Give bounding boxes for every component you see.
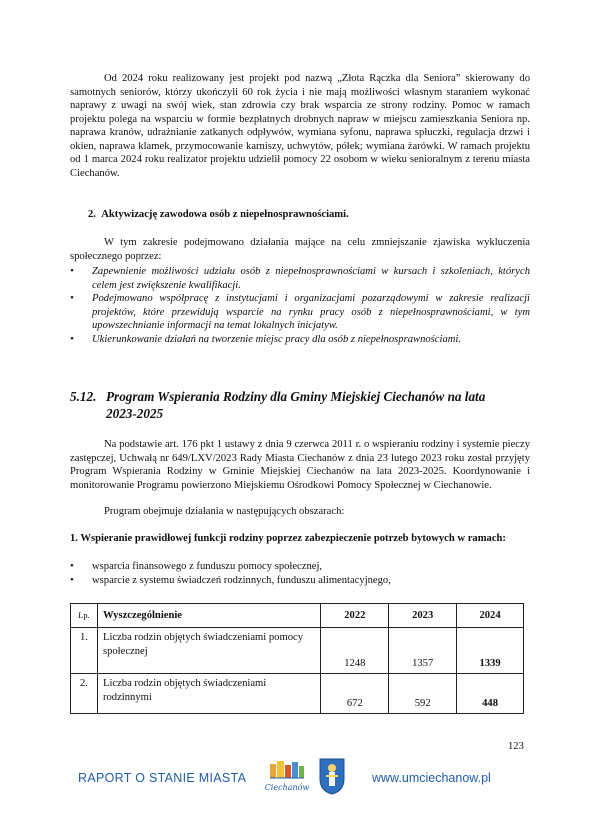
footer-report-title: RAPORT O STANIE MIASTA	[78, 771, 247, 785]
section-title-line1: Program Wspierania Rodziny dla Gminy Miejskiej Ciechanów na lata	[106, 389, 486, 404]
row-lp: 1.	[71, 628, 98, 674]
table-row	[71, 674, 524, 714]
footer-website: www.umciechanow.pl	[372, 771, 491, 785]
logo-text: Ciechanów	[264, 783, 310, 792]
header-lp: Lp.	[71, 604, 98, 628]
page-number: 123	[508, 741, 524, 752]
coat-of-arms-icon	[318, 757, 346, 795]
header-2022: 2022	[321, 604, 389, 628]
list-item: • Podejmowano współpracę z instytucjami i organizacjami pozarządowymi w zakresie realizacji projektów, które przewidują wsparcie na rynku pracy osób z niepełnosprawnościami, w tym upowszechnianie informacji na temat lokalnych inicjatyw.	[70, 292, 530, 333]
row-2023: 592	[389, 674, 457, 714]
row-2024: 1339	[457, 628, 524, 674]
point2-number: 2.	[88, 209, 96, 220]
area1-list	[70, 560, 530, 587]
point2-list	[70, 265, 530, 346]
row-lp: 2.	[71, 674, 98, 714]
section-paragraph: Na podstawie art. 176 pkt 1 ustawy z dnia 9 czerwca 2011 r. o wspieraniu rodziny i systemie pieczy zastępczej, Uchwałą nr 649/LXV/2023 Rady Miasta Ciechanów z dnia 23 lutego 2023 roku został przyjęty Program Wspierania Rodziny w Gminie Miejskiej Ciechanów na lata 2023-2025. Koordynowanie i monitorowanie Programu powierzono Miejskiemu Ośrodkowi Pomocy Społecznej w Ciechanowie.	[70, 439, 530, 491]
list-item: • wsparcia finansowego z funduszu pomocy społecznej,	[70, 560, 530, 574]
city-logo-icon	[264, 760, 310, 796]
row-2023: 1357	[389, 628, 457, 674]
header-desc: Wyszczególnienie	[97, 604, 320, 628]
row-2022: 1248	[321, 628, 389, 674]
header-2024: 2024	[457, 604, 524, 628]
row-desc: Liczba rodzin objętych świadczeniami rodzinnymi	[97, 674, 320, 714]
list-item: • Ukierunkowanie działań na tworzenie miejsc pracy dla osób z niepełnosprawnościami.	[70, 333, 530, 347]
statistics-table	[70, 603, 524, 714]
intro-paragraph: Od 2024 roku realizowany jest projekt pod nazwą „Złota Rączka dla Seniora” skierowany do samotnych seniorów, którzy ukończyli 60 rok życia i nie mają możliwości własnym staraniem wykonać naprawy z uwagi na swój wiek, stan zdrowia czy brak wsparcia ze strony rodziny. Pomoc w ramach projektu polega na wsparciu w formie bezpłatnych drobnych napraw w miejscu zamieszkania Seniora np. naprawa kranów, udrażnianie zatkanych odpływów, wymiana syfonu, naprawa spłuczki, regulacja drzwi i okien, naprawa klamek, przymocowanie karniszy, uchwytów, półek; wymiana żarówki. W ramach projektu od 1 marca 2024 roku realizator projektu udzielił pomocy 22 osobom w wieku senioralnym z terenu miasta Ciechanów.	[70, 73, 530, 179]
row-2024: 448	[457, 674, 524, 714]
table-header-row	[71, 604, 524, 628]
row-desc: Liczba rodzin objętych świadczeniami pomocy społecznej	[97, 628, 320, 674]
section-title	[70, 389, 530, 422]
row-2022: 672	[321, 674, 389, 714]
point2-lead: W tym zakresie podejmowano działania mające na celu zmniejszanie zjawiska wykluczenia społecznego poprzez:	[70, 237, 530, 262]
list-item: • Zapewnienie możliwości udziału osób z niepełnosprawnościami w kursach i szkoleniach, których celem jest zwiększenie kwalifikacji.	[70, 265, 530, 292]
section-number: 5.12.	[70, 389, 97, 404]
point2-heading	[88, 208, 349, 222]
list-item: • wsparcie z systemu świadczeń rodzinnych, funduszu alimentacyjnego,	[70, 574, 530, 588]
area1-heading: 1. Wspieranie prawidłowej funkcji rodziny poprzez zabezpieczenie potrzeb bytowych w ramach:	[70, 533, 506, 544]
point2-heading-text: Aktywizację zawodowa osób z niepełnosprawnościami.	[101, 209, 349, 220]
table-row	[71, 628, 524, 674]
section-title-line2: 2023-2025	[106, 405, 164, 421]
program-line: Program obejmuje działania w następujących obszarach:	[104, 506, 345, 517]
header-2023: 2023	[389, 604, 457, 628]
